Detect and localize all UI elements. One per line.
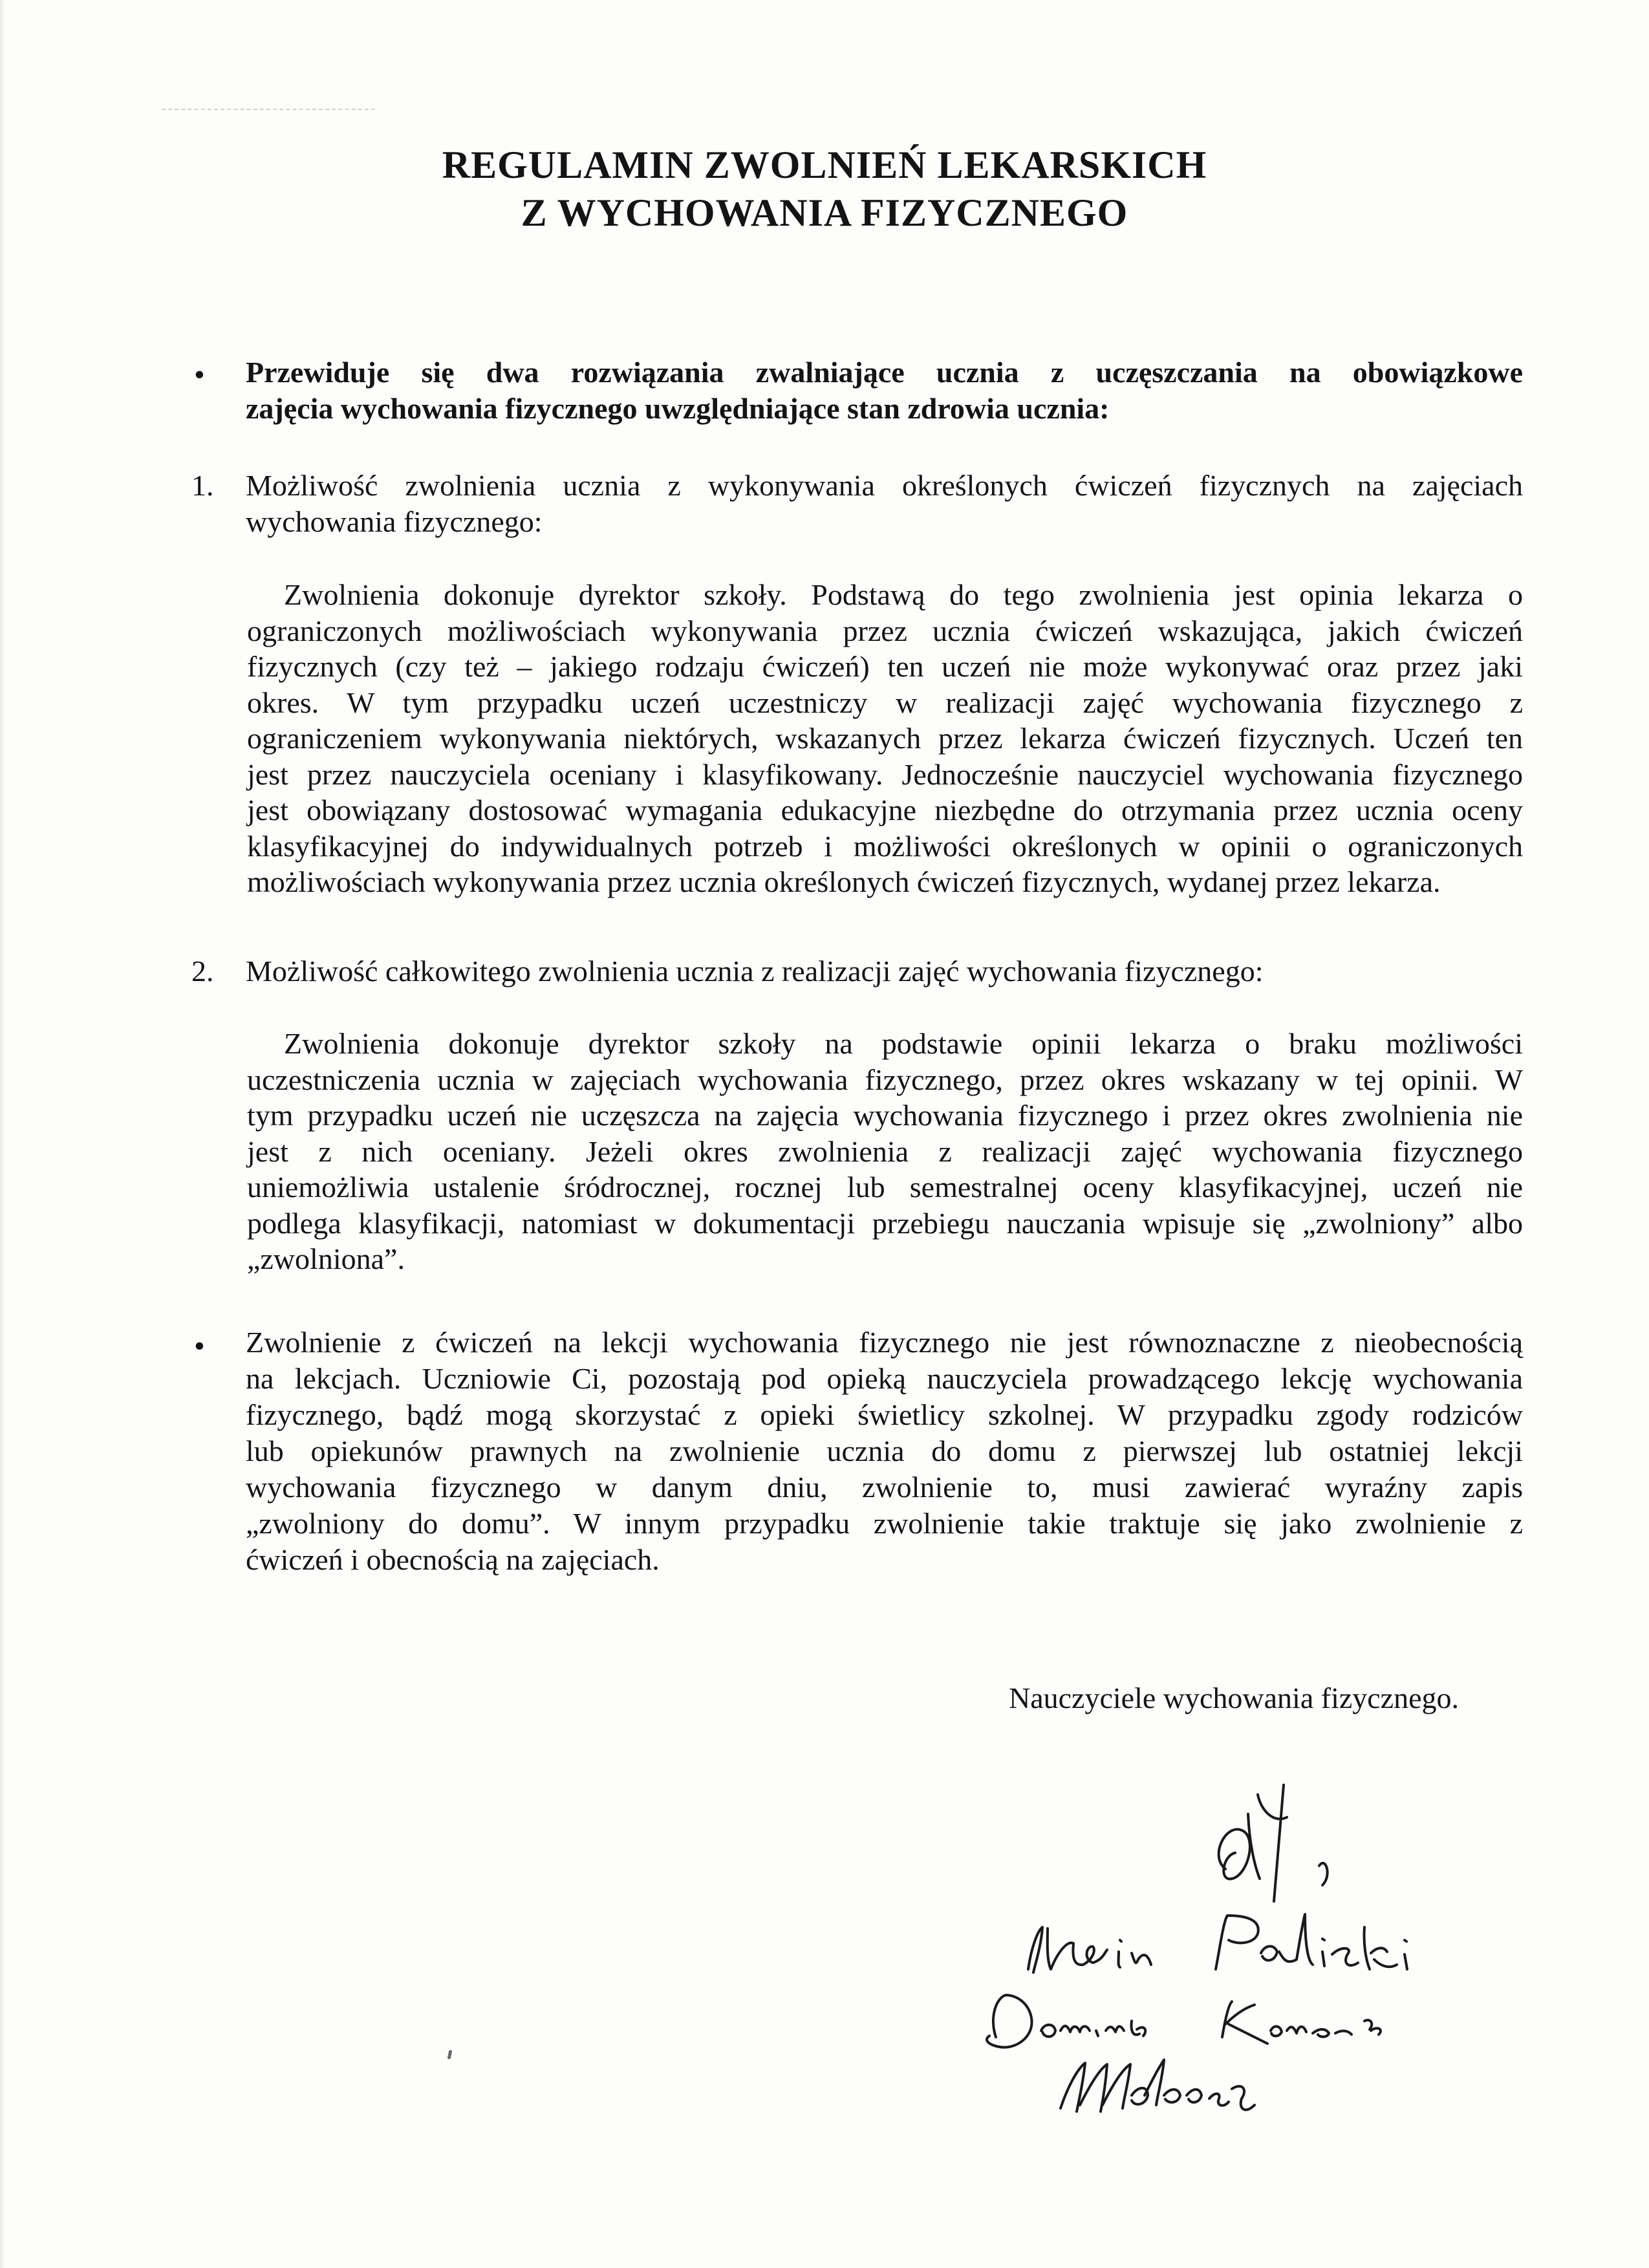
item-2-body-line: uniemożliwia ustalenie śródrocznej, rocznej lub semestralnej oceny klasyfikacyjnej, uczeń nie — [247, 1171, 1523, 1204]
final-bullet-line: lub opiekunów prawnych na zwolnienie ucznia do domu z pierwszej lub ostatniej lekcji — [246, 1434, 1523, 1467]
final-bullet-line: na lekcjach. Uczniowie Ci, pozostają pod opieką nauczyciela prowadzącego lekcję wychowania — [246, 1362, 1523, 1395]
signature-line-1-surname — [1216, 1914, 1407, 1969]
item-2-body — [210, 1026, 1523, 1277]
final-bullet-text — [246, 1324, 1523, 1578]
final-bullet-line: ćwiczeń i obecnością na zajęciach. — [246, 1543, 660, 1576]
signature-initials-mark — [1219, 1830, 1250, 1879]
item-1-body-line: ograniczeniem wykonywania niektórych, wskazanych przez lekarza ćwiczeń fizycznych. Uczeń ten — [247, 722, 1523, 755]
item-2-number: 2. — [191, 955, 214, 988]
signature-line-2-surname — [1222, 2002, 1381, 2044]
item-2-body-line: jest z nich oceniany. Jeżeli okres zwolnienia z realizacji zajęć wychowania fizycznego — [247, 1134, 1523, 1168]
item-2-body-line: Zwolnienia dokonuje dyrektor szkoły na podstawie opinii lekarza o braku możliwości — [284, 1027, 1523, 1060]
item-2-body-line: tym przypadku uczeń nie uczęszcza na zajęcia wychowania fizycznego i przez okres zwolnienia nie — [247, 1099, 1523, 1132]
signature-line-2 — [987, 1995, 1145, 2047]
final-bullet-line: „zwolniony do domu”. W innym przypadku zwolnienie takie traktuje się jako zwolnienie z — [246, 1507, 1523, 1540]
item-1-heading — [246, 468, 1523, 540]
intro-line: zajęcia wychowania fizycznego uwzględniające stan zdrowia ucznia: — [246, 392, 1110, 425]
scan-edge-shadow — [0, 0, 5, 2268]
intro-line: Przewiduje się dwa rozwiązania zwalniające ucznia z uczęszczania na obowiązkowe — [246, 356, 1523, 389]
final-bullet-icon: • — [194, 1329, 205, 1363]
signature-line-1 — [1028, 1927, 1151, 1972]
item-1-number: 1. — [191, 469, 214, 502]
final-bullet-line: fizycznego, bądź mogą skorzystać z opieki świetlicy szkolnej. W przypadku zgody rodziców — [246, 1398, 1523, 1431]
item-1-body — [210, 577, 1523, 900]
item-1-body-line: jest obowiązany dostosować wymagania edukacyjne niezbędne do otrzymania przez ucznia oceny — [247, 794, 1523, 826]
intro-bullet-text — [246, 354, 1523, 427]
document-title-line-1: REGULAMIN ZWOLNIEŃ LEKARSKICH — [442, 144, 1207, 186]
item-1-body-line: ograniczonych możliwościach wykonywania przez ucznia ćwiczeń wskazująca, jakich ćwiczeń — [247, 614, 1523, 647]
item-2-body-line: „zwolniona”. — [247, 1242, 405, 1275]
item-1-body-line: klasyfikacyjnej do indywidualnych potrzeb i możliwości określonych w opinii o ograniczonych — [247, 829, 1523, 863]
item-1-heading-line: Możliwość zwolnienia ucznia z wykonywania określonych ćwiczeń fizycznych na zajęciach — [246, 469, 1523, 502]
item-1-body-line: jest przez nauczyciela oceniany i klasyfikowany. Jednocześnie nauczyciel wychowania fizycznego — [247, 757, 1523, 791]
item-2-body-line: uczestniczenia ucznia w zajęciach wychowania fizycznego, przez okres wskazany w tej opinii. W — [247, 1063, 1523, 1096]
item-1-body-line: fizycznych (czy też – jakiego rodzaju ćwiczeń) ten uczeń nie może wykonywać oraz przez jaki — [247, 650, 1523, 683]
stray-ink-mark — [447, 2050, 453, 2060]
signature-line-3 — [1061, 2060, 1255, 2111]
sign-off-text: Nauczyciele wychowania fizycznego. — [1009, 1681, 1460, 1714]
item-1-body-line: okres. W tym przypadku uczeń uczestniczy w realizacji zajęć wychowania fizycznego z — [247, 686, 1523, 719]
item-1-body-line: Zwolnienia dokonuje dyrektor szkoły. Podstawą do tego zwolnienia jest opinia lekarza o — [284, 578, 1523, 611]
item-1-body-line: możliwościach wykonywania przez ucznia określonych ćwiczeń fizycznych, wydanej przez lekarza. — [247, 865, 1441, 898]
item-2-body-line: podlega klasyfikacji, natomiast w dokumentacji przebiegu nauczania wpisuje się „zwolniony” albo — [247, 1206, 1523, 1240]
final-bullet-line: Zwolnienie z ćwiczeń na lekcji wychowania fizycznego nie jest równoznaczne z nieobecnością — [246, 1326, 1523, 1359]
signature-initials-stroke — [1248, 1785, 1328, 1901]
handwritten-signatures — [970, 1746, 1552, 2147]
item-2-heading: Możliwość całkowitego zwolnienia ucznia z realizacji zajęć wychowania fizycznego: — [246, 955, 1264, 988]
document-title-line-2: Z WYCHOWANIA FIZYCZNEGO — [521, 191, 1128, 234]
item-1-heading-line: wychowania fizycznego: — [246, 505, 543, 538]
final-bullet-line: wychowania fizycznego w danym dniu, zwolnienie to, musi zawierać wyraźny zapis — [246, 1471, 1523, 1504]
faint-header-rule — [162, 109, 375, 110]
intro-bullet-icon: • — [194, 358, 205, 392]
